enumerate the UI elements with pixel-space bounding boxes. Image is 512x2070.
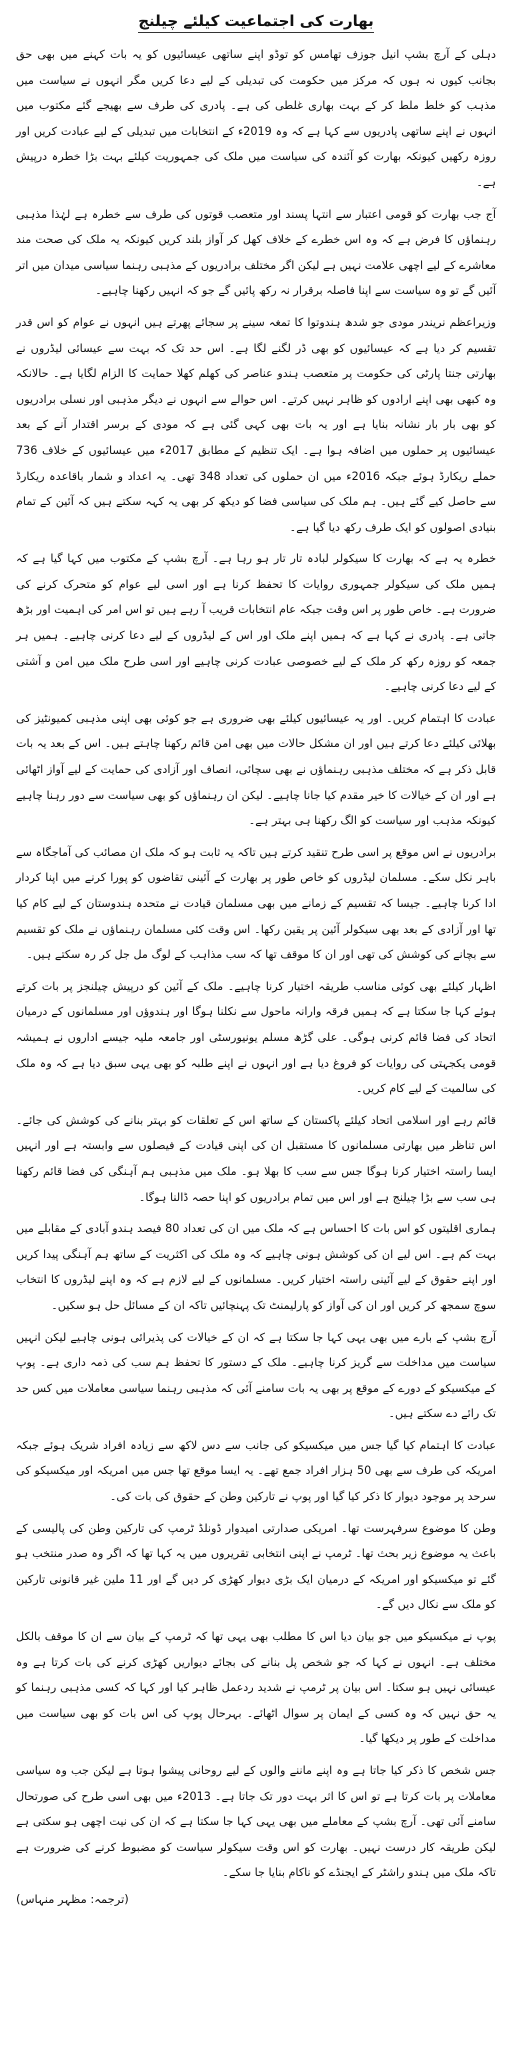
paragraph-5: عبادت کا اہتمام کریں۔ اور یہ عیسائیوں کیلئے بھی ضروری ہے جو کوئی بھی اپنی مذہبی کمیونٹیز کی بھلائی کیلئے دعا کرتے ہیں اور ان مشکل حالات میں بھی امن قائم رکھنا چاہتے ہیں۔ اس کے بعد یہ بات قابل ذکر ہے کہ مختلف مذہبی رہنماؤں نے بھی سچائی، انصاف اور آزادی کی حمایت کے لیے آواز اٹھائی ہے اور ان کے خیالات کا خیر مقدم کیا جانا چاہیے۔ لیکن ان رہنماؤں کو بھی سیاست سے دور رہنا چاہیے کیونکہ مذہب اور سیاست کو الگ رکھنا ہی بہتر ہے۔ <box>16 711 496 828</box>
paragraph-8: قائم رہے اور اسلامی اتحاد کیلئے پاکستان کے ساتھ اس کے تعلقات کو بہتر بنانے کی کوشش کی جائے۔ اس تناظر میں بھارتی مسلمانوں کا مستقبل ان کی اپنی قیادت کے فیصلوں سے وابستہ ہے اور انہیں ایسا راستہ اختیار کرنا ہوگا جس سے سب کا بھلا ہو۔ ملک میں مذہبی ہم آہنگی کی فضا قائم رکھنا ہی سب سے بڑا چیلنج ہے اور اس میں تمام برادریوں کو اپنا حصہ ڈالنا ہوگا۔ <box>16 1113 496 1204</box>
paragraph-13: پوپ نے میکسیکو میں جو بیان دیا اس کا مطلب بھی یہی تھا کہ ٹرمپ کے بیان سے ان کا موقف بالکل مختلف ہے۔ انہوں نے کہا کہ جو شخص پل بنانے کی بجائے دیواریں کھڑی کرنے کی بات کرتا ہے وہ عیسائی نہیں ہو سکتا۔ اس بیان پر ٹرمپ نے شدید ردعمل ظاہر کیا اور کہا کہ کسی مذہبی رہنما کو یہ حق نہیں کہ وہ کسی کے ایمان پر سوال اٹھائے۔ بہرحال پوپ کی اس بات کو بھی سیاست میں مداخلت کے طور پر دیکھا گیا۔ <box>16 1630 496 1746</box>
paragraph-11: عبادت کا اہتمام کیا گیا جس میں میکسیکو کی جانب سے دس لاکھ سے زیادہ افراد شریک ہوئے جبکہ امریکہ کی طرف سے بھی 50 ہزار افراد جمع تھے۔ یہ ایسا موقع تھا جس میں امریکہ اور میکسیکو کی سرحد پر موجود دیوار کا ذکر کیا گیا اور پوپ نے تارکین وطن کے حقوق کی بات کی۔ <box>16 1438 496 1504</box>
translator-credit: (ترجمہ: مظہر منہاس) <box>16 1891 129 1906</box>
article-title <box>16 10 496 32</box>
paragraph-12: وطن کا موضوع سرفہرست تھا۔ امریکی صدارتی امیدوار ڈونلڈ ٹرمپ کی تارکین وطن کی پالیسی کے باعث یہ موضوع زیر بحث تھا۔ ٹرمپ نے اپنی انتخابی تقریروں میں یہ کہا تھا کہ اگر وہ صدر منتخب ہو گئے تو میکسیکو اور امریکہ کے درمیان ایک بڑی دیوار کھڑی کر دیں گے اور 11 ملین غیر قانونی تارکین کو ملک سے نکال دیں گے۔ <box>16 1521 496 1612</box>
paragraph-7: اظہار کیلئے بھی کوئی مناسب طریقہ اختیار کرنا چاہیے۔ ملک کے آئین کو درپیش چیلنجز پر بات کرتے ہوئے کہا جا سکتا ہے کہ ہمیں فرقہ وارانہ ماحول سے نکلنا ہوگا اور ہندوؤں اور مسلمانوں کے درمیان اتحاد کی فضا قائم کرنی ہوگی۔ علی گڑھ مسلم یونیورسٹی اور جامعہ ملیہ جیسے اداروں نے ہمیشہ قومی یکجہتی کی روایات کو فروغ دیا ہے اور انہوں نے اپنے طلبہ کو بھی یہی سبق دیا ہے کہ وہ ملک کی سالمیت کے لیے کام کریں۔ <box>16 979 496 1096</box>
paragraph-9: ہماری اقلیتوں کو اس بات کا احساس ہے کہ ملک میں ان کی تعداد 80 فیصد ہندو آبادی کے مقابلے میں بہت کم ہے۔ اس لیے ان کی کوشش ہونی چاہیے کہ وہ ملک کی اکثریت کے ساتھ ہم آہنگی پیدا کریں اور اپنے حقوق کے لیے آئینی راستہ اختیار کریں۔ مسلمانوں کے لیے لازم ہے کہ وہ اپنے لیڈروں کا انتخاب سوچ سمجھ کر کریں اور ان کی آواز کو پارلیمنٹ تک پہنچائیں تاکہ ان کے مسائل حل ہو سکیں۔ <box>16 1222 496 1312</box>
paragraph-1: دہلی کے آرچ بشپ انیل جوزف تھامس کو توڈو اپنے ساتھی عیسائیوں کو یہ بات کہنے میں بھی حق بجانب کیوں نہ ہوں کہ مرکز میں حکومت کی تبدیلی کے لیے دعا کریں مگر انہوں نے سیاست میں مذہب کو خلط ملط کر کے بہت بھاری غلطی کی ہے۔ پادری کی طرف سے بھیجے گئے مکتوب میں انہوں نے اپنے ساتھی پادریوں سے کہا ہے کہ وہ 2019ء کے انتخابات میں تبدیلی کے لیے عبادت کریں اور روزہ رکھیں کیونکہ بھارت کو آئندہ کی سیاست میں ملک کی جمہوریت کیلئے بہت بڑا خطرہ درپیش ہے۔ <box>16 48 496 189</box>
paragraph-4: خطرہ یہ ہے کہ بھارت کا سیکولر لبادہ تار تار ہو رہا ہے۔ آرچ بشپ کے مکتوب میں کہا گیا ہے کہ ہمیں ملک کی سیکولر جمہوری روایات کا تحفظ کرنا ہے اور اسی لیے عوام کو متحرک کرنے کی ضرورت ہے۔ خاص طور پر اس وقت جبکہ عام انتخابات قریب آ رہے ہیں تو اس امر کی اہمیت اور بڑھ جاتی ہے۔ پادری نے کہا ہے کہ ہمیں اپنے ملک اور اس کے لیڈروں کے لیے دعا کرنی چاہیے۔ ہمیں ہر جمعہ کو روزہ رکھ کر ملک کے لیے خصوصی عبادت کرنی چاہیے اور اسی طرح ملک میں امن و آشتی کے لیے دعا کرنی چاہیے۔ <box>16 552 496 694</box>
paragraph-3: وزیراعظم نریندر مودی جو شدھ ہندوتوا کا تمغہ سینے پر سجائے پھرتے ہیں انہوں نے عوام کو اس قدر تقسیم کر دیا ہے کہ عیسائیوں کو بھی ڈر لگنے لگا ہے۔ اس حد تک کہ بہت سے عیسائی لیڈروں نے بھارتی جنتا پارٹی کی حکومت پر متعصب ہندو عناصر کی کھلم کھلا حمایت کا الزام لگایا ہے۔ حالانکہ وہ کبھی بھی اپنے ارادوں کو ظاہر نہیں کرتے۔ اس حوالے سے انہوں نے دیگر مذہبی اور نسلی برادریوں کو بھی بار بار نشانہ بنایا ہے اور یہ بات بھی کہی گئی ہے کہ مودی کے برسر اقتدار آنے کے بعد عیسائیوں پر حملوں میں اضافہ ہوا ہے۔ ایک تنظیم کے مطابق 2017ء میں عیسائیوں کے خلاف 736 حملے ریکارڈ ہوئے جبکہ 2016ء میں ان حملوں کی تعداد 348 تھی۔ یہ اعداد و شمار باقاعدہ ریکارڈ سے حاصل کیے گئے ہیں۔ ہم ملک کی سیاسی فضا کو دیکھ کر بھی یہ کہہ سکتے ہیں کہ آئین کے تمام بنیادی اصولوں کو ایک طرف رکھ دیا گیا ہے۔ <box>16 315 497 534</box>
article-title-text: بھارت کی اجتماعیت کیلئے چیلنج <box>138 12 374 33</box>
paragraph-6: برادریوں نے اس موقع پر اسی طرح تنقید کرتے ہیں تاکہ یہ ثابت ہو کہ ملک ان مصائب کی آماجگاہ سے باہر نکل سکے۔ مسلمان لیڈروں کو خاص طور پر بھارت کے آئینی تقاضوں کو پورا کرنے میں اپنا کردار ادا کرنا چاہیے۔ جیسا کہ تقسیم کے زمانے میں بھی مسلمان قیادت نے متحدہ ہندوستان کے لیے کام کیا تھا اور آزادی کے بعد بھی سیکولر آئین پر یقین رکھا۔ اس وقت کئی مسلمان رہنماؤں نے ملک کو تقسیم سے بچانے کی کوشش کی تھی اور ان کا موقف تھا کہ سب مذاہب کے لوگ مل جل کر رہ سکتے ہیں۔ <box>16 845 496 962</box>
paragraph-2: آج جب بھارت کو قومی اعتبار سے انتہا پسند اور متعصب قوتوں کی طرف سے خطرہ ہے لہٰذا مذہبی رہنماؤں کا فرض ہے کہ وہ اس خطرے کے خلاف کھل کر آواز بلند کریں کیونکہ یہ ملک کی صحت مند معاشرے کے لیے اچھی علامت نہیں ہے لیکن اگر مختلف برادریوں کے مذہبی رہنما سیاسی میدان میں اتر آئیں گے تو وہ سیاست سے اپنا فاصلہ برقرار نہ رکھ پائیں گے جو کہ انہیں رکھنا چاہیے۔ <box>16 207 496 298</box>
paragraph-10: آرچ بشپ کے بارے میں بھی یہی کہا جا سکتا ہے کہ ان کے خیالات کی پذیرائی ہونی چاہیے لیکن انہیں سیاست میں مداخلت سے گریز کرنا چاہیے۔ ملک کے دستور کا تحفظ ہم سب کی ذمہ داری ہے۔ پوپ کے میکسیکو کے دورے کے موقع پر بھی یہ بات سامنے آئی کہ مذہبی رہنما سیاسی معاملات میں کس حد تک رائے دے سکتے ہیں۔ <box>16 1330 496 1421</box>
paragraph-14: جس شخص کا ذکر کیا جاتا ہے وہ اپنے ماننے والوں کے لیے روحانی پیشوا ہوتا ہے لیکن جب وہ سیاسی معاملات پر بات کرتا ہے تو اس کا اثر بہت دور تک جاتا ہے۔ 2013ء میں بھی اسی طرح کی صورتحال سامنے آئی تھی۔ آرچ بشپ کے معاملے میں بھی یہی کہا جا سکتا ہے کہ ان کی نیت اچھی ہو سکتی ہے لیکن طریقہ کار درست نہیں۔ بھارت کو اس وقت سیکولر سیاست کو مضبوط کرنے کی ضرورت ہے تاکہ ملک میں ہندو راشٹر کے ایجنڈے کو ناکام بنایا جا سکے۔ <box>16 1764 496 1880</box>
